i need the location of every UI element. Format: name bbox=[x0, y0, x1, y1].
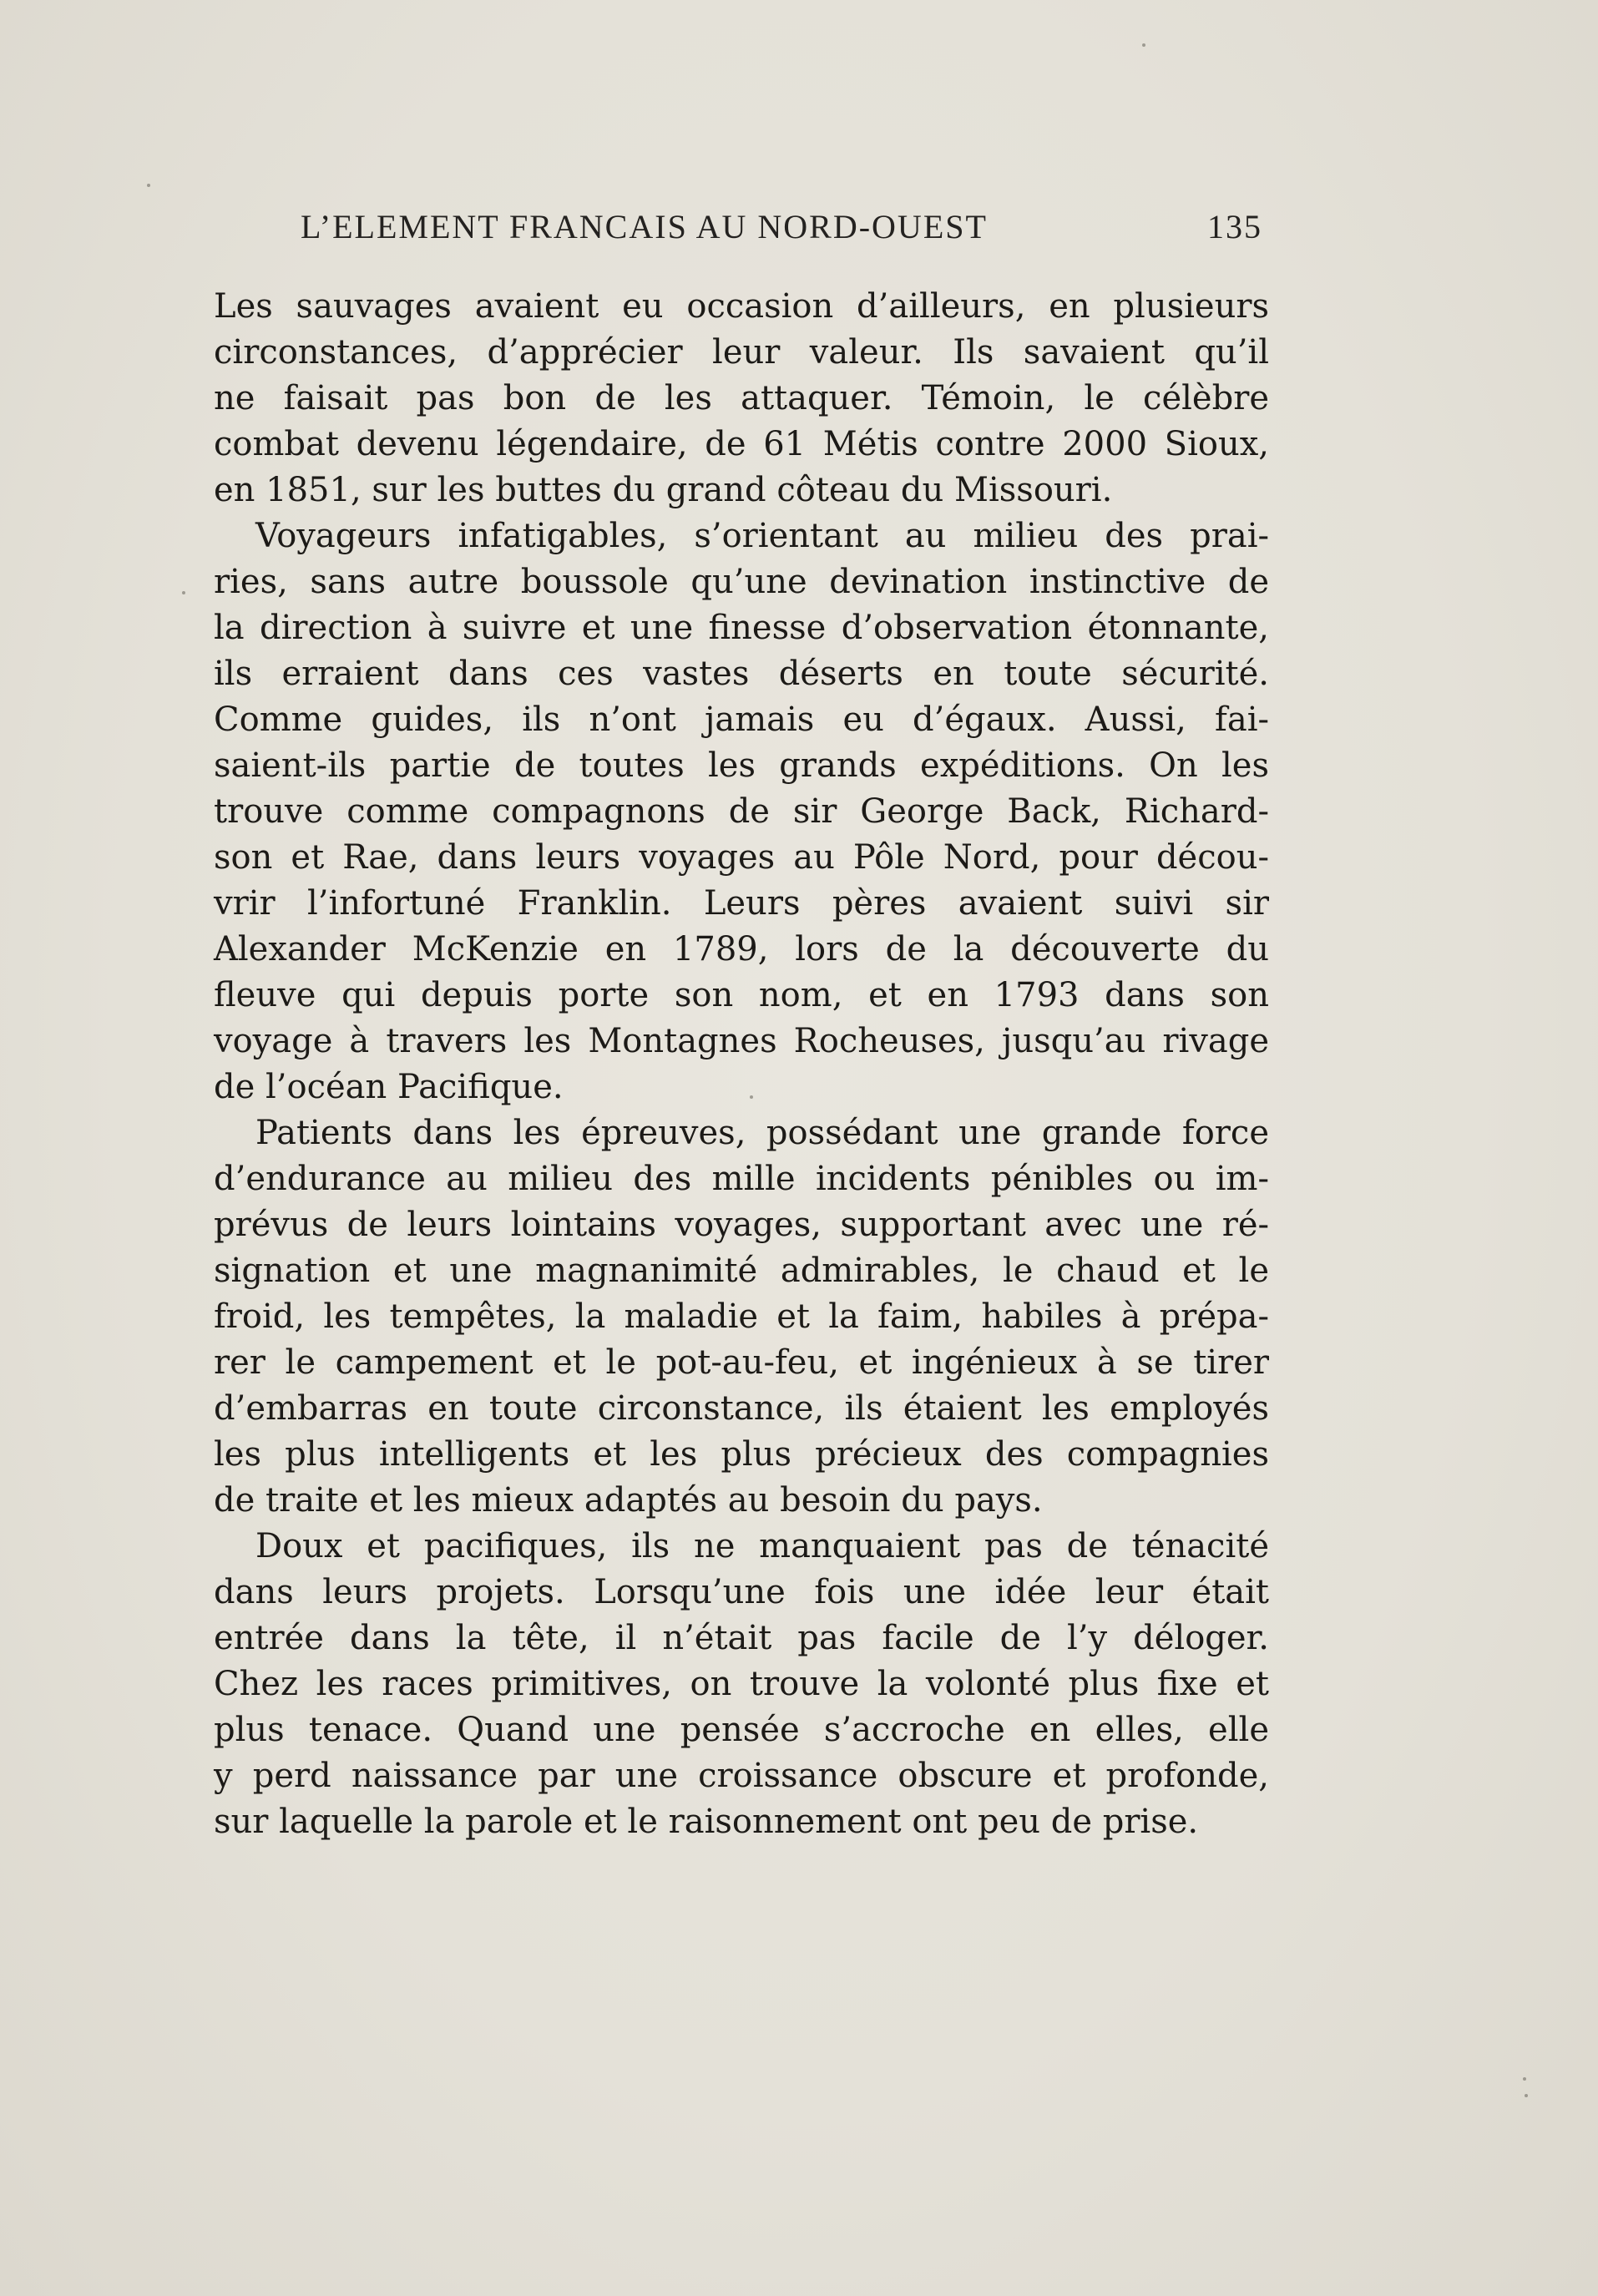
text-line: circonstances, d’apprécier leur valeur. Ils savaient qu’il bbox=[214, 333, 1269, 372]
text-line: Alexander McKenzie en 1789, lors de la découverte du bbox=[214, 930, 1269, 968]
paper-speck bbox=[750, 1095, 753, 1099]
text-line: trouve comme compagnons de sir George Back, Richard- bbox=[214, 792, 1269, 831]
text-line: ils erraient dans ces vastes déserts en toute sécurité. bbox=[214, 655, 1269, 693]
text-line: saient-ils partie de toutes les grands expéditions. On les bbox=[214, 746, 1269, 785]
text-line: les plus intelligents et les plus précieux des compagnies bbox=[214, 1435, 1269, 1474]
text-line: dans leurs projets. Lorsqu’une fois une idée leur était bbox=[214, 1573, 1269, 1611]
text-line: son et Rae, dans leurs voyages au Pôle Nord, pour décou- bbox=[214, 838, 1269, 877]
text-line: Les sauvages avaient eu occasion d’ailleurs, en plusieurs bbox=[214, 287, 1269, 326]
text-line: d’endurance au milieu des mille incidents pénibles ou im- bbox=[214, 1160, 1269, 1198]
page-number: 135 bbox=[1207, 208, 1262, 245]
text-line: voyage à travers les Montagnes Rocheuses, jusqu’au rivage bbox=[214, 1022, 1269, 1060]
text-line: Voyageurs infatigables, s’orientant au milieu des prai- bbox=[255, 517, 1269, 555]
text-line: en 1851, sur les buttes du grand côteau du Missouri. bbox=[214, 471, 1113, 509]
text-line: Patients dans les épreuves, possédant une grande force bbox=[255, 1114, 1269, 1152]
text-line: entrée dans la tête, il n’était pas facile de l’y déloger. bbox=[214, 1619, 1269, 1657]
text-line: vrir l’infortuné Franklin. Leurs pères avaient suivi sir bbox=[214, 884, 1269, 923]
paper-speck bbox=[1525, 2094, 1528, 2097]
text-line: ries, sans autre boussole qu’une devination instinctive de bbox=[214, 563, 1269, 601]
text-line: la direction à suivre et une finesse d’observation étonnante, bbox=[214, 609, 1269, 647]
text-line: d’embarras en toute circonstance, ils étaient les employés bbox=[214, 1389, 1269, 1428]
body-text bbox=[214, 284, 1269, 1845]
text-line: de traite et les mieux adaptés au besoin du pays. bbox=[214, 1481, 1043, 1520]
text-line: froid, les tempêtes, la maladie et la faim, habiles à prépa- bbox=[214, 1297, 1269, 1336]
text-line: Comme guides, ils n’ont jamais eu d’égaux. Aussi, fai- bbox=[214, 700, 1269, 739]
text-line: de l’océan Pacifique. bbox=[214, 1068, 564, 1106]
text-line: prévus de leurs lointains voyages, supportant avec une ré- bbox=[214, 1206, 1269, 1244]
text-line: ne faisait pas bon de les attaquer. Témoin, le célèbre bbox=[214, 379, 1269, 417]
running-title: L’ELEMENT FRANCAIS AU NORD-OUEST bbox=[301, 208, 988, 245]
text-line: Doux et pacifiques, ils ne manquaient pas de ténacité bbox=[255, 1527, 1269, 1565]
paper-speck bbox=[182, 591, 185, 594]
text-line: signation et une magnanimité admirables, le chaud et le bbox=[214, 1252, 1269, 1290]
text-line: sur laquelle la parole et le raisonnement ont peu de prise. bbox=[214, 1803, 1199, 1841]
text-line: fleuve qui depuis porte son nom, et en 1793 dans son bbox=[214, 976, 1269, 1014]
text-line: Chez les races primitives, on trouve la volonté plus fixe et bbox=[214, 1665, 1269, 1703]
text-line: y perd naissance par une croissance obscure et profonde, bbox=[214, 1757, 1269, 1795]
paper-speck bbox=[147, 184, 150, 187]
text-line: combat devenu légendaire, de 61 Métis contre 2000 Sioux, bbox=[214, 425, 1269, 463]
text-line: rer le campement et le pot-au-feu, et ingénieux à se tirer bbox=[214, 1343, 1269, 1382]
paper-speck bbox=[1523, 2077, 1526, 2081]
text-line: plus tenace. Quand une pensée s’accroche en elles, elle bbox=[214, 1711, 1269, 1749]
paper-speck bbox=[1142, 43, 1145, 47]
page-header bbox=[301, 207, 1262, 247]
